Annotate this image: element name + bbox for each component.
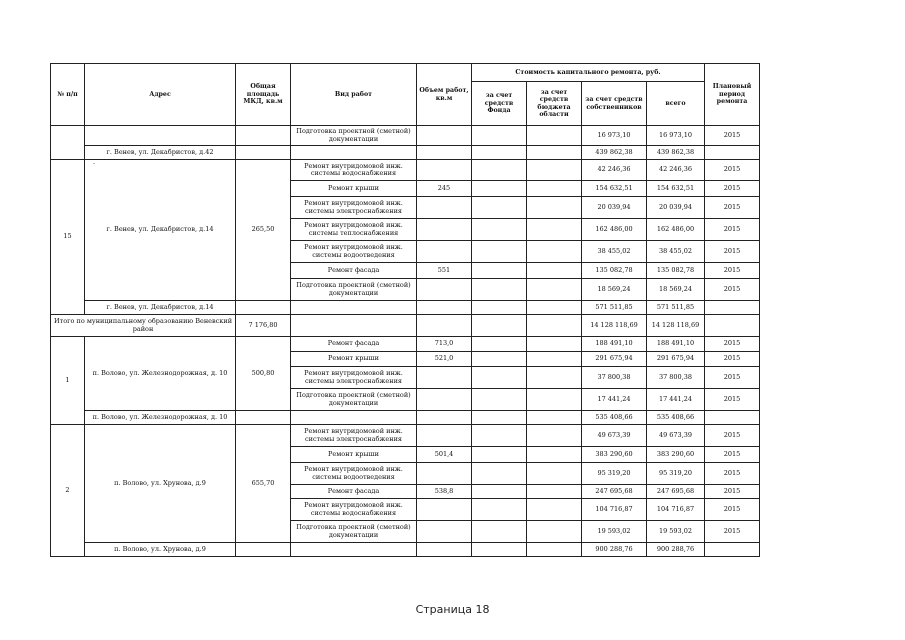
subtotal-owners: 439 862,38 xyxy=(582,146,647,160)
cell-year: 2015 xyxy=(705,241,760,263)
cell-owners: 49 673,39 xyxy=(582,425,647,447)
cell-fund xyxy=(472,337,527,352)
cell-total: 49 673,39 xyxy=(647,425,705,447)
cell-fund xyxy=(472,389,527,411)
cell-owners: 162 486,00 xyxy=(582,219,647,241)
cell-year: 2015 xyxy=(705,160,760,181)
cell-fund xyxy=(472,521,527,543)
subtotal-row xyxy=(51,543,760,557)
cell-volume xyxy=(417,425,472,447)
col-total-header: всего xyxy=(647,82,705,126)
cell-area: 265,50 xyxy=(236,160,291,301)
cell-total: 383 290,60 xyxy=(647,447,705,463)
cell-owners: 16 973,10 xyxy=(582,126,647,146)
cell-year: 2015 xyxy=(705,425,760,447)
cell-work xyxy=(291,146,417,160)
cell-year: 2015 xyxy=(705,263,760,279)
cell-budget xyxy=(527,279,582,301)
cell-work: Ремонт внутридомовой инж. системы электроснабжения xyxy=(291,425,417,447)
cell-volume xyxy=(417,197,472,219)
cell-volume xyxy=(417,463,472,485)
cell-total: 104 716,87 xyxy=(647,499,705,521)
cell-budget xyxy=(527,263,582,279)
cell-fund xyxy=(472,543,527,557)
scan-mark: · xyxy=(93,160,96,168)
cell-fund xyxy=(472,463,527,485)
cell-area xyxy=(236,301,291,315)
cell-volume xyxy=(417,543,472,557)
cell-volume: 713,0 xyxy=(417,337,472,352)
cell-owners: 383 290,60 xyxy=(582,447,647,463)
cell-work: Ремонт фасада xyxy=(291,263,417,279)
cell-budget xyxy=(527,301,582,315)
total-area: 7 176,80 xyxy=(236,315,291,337)
col-address-header: Адрес xyxy=(85,64,236,126)
cell-work: Ремонт внутридомовой инж. системы электроснабжения xyxy=(291,197,417,219)
cell-year xyxy=(705,543,760,557)
cell-work xyxy=(291,315,417,337)
cell-year: 2015 xyxy=(705,447,760,463)
cell-total: 37 800,38 xyxy=(647,367,705,389)
cell-area xyxy=(236,146,291,160)
cell-address xyxy=(85,126,236,146)
cell-area: 500,80 xyxy=(236,337,291,411)
subtotal-row xyxy=(51,146,760,160)
cell-budget xyxy=(527,160,582,181)
cell-address: п. Волово, ул. Железнодорожная, д. 10 xyxy=(85,337,236,411)
cell-volume xyxy=(417,315,472,337)
cell-volume: 551 xyxy=(417,263,472,279)
cell-fund xyxy=(472,126,527,146)
total-owners: 14 128 118,69 xyxy=(582,315,647,337)
cell-budget xyxy=(527,389,582,411)
subtotal-owners: 571 511,85 xyxy=(582,301,647,315)
cell-volume: 521,0 xyxy=(417,352,472,367)
cell-budget xyxy=(527,411,582,425)
cell-volume xyxy=(417,521,472,543)
cell-fund xyxy=(472,485,527,499)
cell-owners: 135 082,78 xyxy=(582,263,647,279)
cell-fund xyxy=(472,219,527,241)
cell-year xyxy=(705,301,760,315)
cell-year: 2015 xyxy=(705,367,760,389)
cell-total: 16 973,10 xyxy=(647,126,705,146)
cell-owners: 18 569,24 xyxy=(582,279,647,301)
cell-total: 38 455,02 xyxy=(647,241,705,263)
cell-volume xyxy=(417,279,472,301)
cell-year: 2015 xyxy=(705,352,760,367)
col-fund-header: за счет средств Фонда xyxy=(472,82,527,126)
cell-budget xyxy=(527,499,582,521)
cell-area xyxy=(236,543,291,557)
subtotal-label: г. Венев, ул. Декабристов, д.14 xyxy=(85,301,236,315)
subtotal-total: 571 511,85 xyxy=(647,301,705,315)
cell-no: 2 xyxy=(51,425,85,557)
cell-volume xyxy=(417,146,472,160)
col-volume-header: Объем работ, кв.м xyxy=(417,64,472,126)
cell-fund xyxy=(472,301,527,315)
address-text: г. Венев, ул. Декабристов, д.14 xyxy=(106,225,214,234)
cell-work xyxy=(291,543,417,557)
cell-volume xyxy=(417,411,472,425)
subtotal-label: п. Волово, ул. Хрунова, д.9 xyxy=(85,543,236,557)
cell-work: Ремонт внутридомовой инж. системы теплоснабжения xyxy=(291,219,417,241)
cell-year xyxy=(705,411,760,425)
cell-year: 2015 xyxy=(705,485,760,499)
subtotal-row xyxy=(51,411,760,425)
cell-fund xyxy=(472,160,527,181)
cell-budget xyxy=(527,352,582,367)
cell-budget xyxy=(527,197,582,219)
page-number: Страница 18 xyxy=(415,603,490,616)
cell-fund xyxy=(472,352,527,367)
cell-budget xyxy=(527,463,582,485)
cell-owners: 291 675,94 xyxy=(582,352,647,367)
cell-address: п. Волово, ул. Хрунова, д.9 xyxy=(85,425,236,543)
cell-year: 2015 xyxy=(705,499,760,521)
cell-work: Ремонт фасада xyxy=(291,337,417,352)
cost-group-header: Стоимость капитального ремонта, руб. xyxy=(472,64,705,82)
cell-fund xyxy=(472,263,527,279)
cell-year: 2015 xyxy=(705,219,760,241)
cell-total: 17 441,24 xyxy=(647,389,705,411)
cell-budget xyxy=(527,181,582,197)
cell-budget xyxy=(527,485,582,499)
cell-volume xyxy=(417,219,472,241)
cell-volume: 245 xyxy=(417,181,472,197)
subtotal-total: 900 288,76 xyxy=(647,543,705,557)
subtotal-owners: 900 288,76 xyxy=(582,543,647,557)
cell-budget xyxy=(527,219,582,241)
cell-budget xyxy=(527,543,582,557)
cell-work xyxy=(291,411,417,425)
cell-volume xyxy=(417,389,472,411)
cell-fund xyxy=(472,315,527,337)
cell-owners: 38 455,02 xyxy=(582,241,647,263)
cell-year: 2015 xyxy=(705,181,760,197)
cell-owners: 247 695,68 xyxy=(582,485,647,499)
cell-year: 2015 xyxy=(705,521,760,543)
cell-volume xyxy=(417,126,472,146)
cell-fund xyxy=(472,411,527,425)
col-owners-header: за счет средств собственников xyxy=(582,82,647,126)
cell-year xyxy=(705,315,760,337)
cell-volume xyxy=(417,499,472,521)
col-area-header: Общая площадь МКД, кв.м xyxy=(236,64,291,126)
cell-owners: 188 491,10 xyxy=(582,337,647,352)
cell-owners: 20 039,94 xyxy=(582,197,647,219)
cell-work: Ремонт крыши xyxy=(291,447,417,463)
header-row-1 xyxy=(51,64,760,82)
cell-year: 2015 xyxy=(705,197,760,219)
cell-fund xyxy=(472,197,527,219)
cell-volume: 501,4 xyxy=(417,447,472,463)
cell-fund xyxy=(472,279,527,301)
cell-work: Ремонт фасада xyxy=(291,485,417,499)
cell-work: Ремонт крыши xyxy=(291,181,417,197)
cell-total: 154 632,51 xyxy=(647,181,705,197)
cell-year: 2015 xyxy=(705,126,760,146)
cell-work: Ремонт внутридомовой инж. системы водоснабжения xyxy=(291,160,417,181)
subtotal-total: 439 862,38 xyxy=(647,146,705,160)
cell-total: 18 569,24 xyxy=(647,279,705,301)
cell-work: Ремонт крыши xyxy=(291,352,417,367)
cell-owners: 154 632,51 xyxy=(582,181,647,197)
cell-budget xyxy=(527,315,582,337)
cell-total: 188 491,10 xyxy=(647,337,705,352)
total-row xyxy=(51,315,760,337)
cell-fund xyxy=(472,241,527,263)
cell-budget xyxy=(527,126,582,146)
cell-budget xyxy=(527,241,582,263)
cell-owners: 95 319,20 xyxy=(582,463,647,485)
subtotal-total: 535 408,66 xyxy=(647,411,705,425)
cell-year: 2015 xyxy=(705,279,760,301)
cell-work: Подготовка проектной (сметной) документации xyxy=(291,389,417,411)
col-work-header: Вид работ xyxy=(291,64,417,126)
cell-fund xyxy=(472,367,527,389)
cell-owners: 104 716,87 xyxy=(582,499,647,521)
col-no-header: № п/п xyxy=(51,64,85,126)
cell-area xyxy=(236,126,291,146)
cell-owners: 42 246,36 xyxy=(582,160,647,181)
cell-budget xyxy=(527,425,582,447)
subtotal-row xyxy=(51,301,760,315)
subtotal-label: г. Венев, ул. Декабристов, д.42 xyxy=(85,146,236,160)
cell-owners: 17 441,24 xyxy=(582,389,647,411)
repair-table xyxy=(50,63,760,557)
cell-no: 15 xyxy=(51,160,85,315)
table-row xyxy=(51,126,760,146)
cell-total: 95 319,20 xyxy=(647,463,705,485)
cell-volume xyxy=(417,241,472,263)
cell-fund xyxy=(472,425,527,447)
cell-area: 655,70 xyxy=(236,425,291,543)
col-period-header: Плановый период ремонта xyxy=(705,64,760,126)
cell-year: 2015 xyxy=(705,337,760,352)
cell-total: 291 675,94 xyxy=(647,352,705,367)
cell-total: 135 082,78 xyxy=(647,263,705,279)
cell-work: Ремонт внутридомовой инж. системы водоотведения xyxy=(291,241,417,263)
cell-budget xyxy=(527,447,582,463)
cell-area xyxy=(236,411,291,425)
cell-work xyxy=(291,301,417,315)
cell-fund xyxy=(472,447,527,463)
cell-work: Подготовка проектной (сметной) документации xyxy=(291,126,417,146)
cell-no: 1 xyxy=(51,337,85,425)
cell-total: 20 039,94 xyxy=(647,197,705,219)
total-total: 14 128 118,69 xyxy=(647,315,705,337)
subtotal-owners: 535 408,66 xyxy=(582,411,647,425)
cell-fund xyxy=(472,181,527,197)
cell-address xyxy=(85,160,236,301)
cell-year: 2015 xyxy=(705,389,760,411)
cell-owners: 37 800,38 xyxy=(582,367,647,389)
cell-fund xyxy=(472,499,527,521)
cell-work: Ремонт внутридомовой инж. системы водоснабжения xyxy=(291,499,417,521)
cell-owners: 19 593,02 xyxy=(582,521,647,543)
cell-budget xyxy=(527,367,582,389)
cell-budget xyxy=(527,521,582,543)
cell-total: 42 246,36 xyxy=(647,160,705,181)
cell-total: 247 695,68 xyxy=(647,485,705,499)
cell-budget xyxy=(527,146,582,160)
cell-volume: 538,8 xyxy=(417,485,472,499)
total-label: Итого по муниципальному образованию Веневский район xyxy=(51,315,236,337)
cell-work: Подготовка проектной (сметной) документации xyxy=(291,279,417,301)
subtotal-label: п. Волово, ул. Железнодорожная, д. 10 xyxy=(85,411,236,425)
cell-work: Подготовка проектной (сметной) документации xyxy=(291,521,417,543)
cell-total: 19 593,02 xyxy=(647,521,705,543)
cell-year xyxy=(705,146,760,160)
cell-work: Ремонт внутридомовой инж. системы водоотведения xyxy=(291,463,417,485)
cell-volume xyxy=(417,301,472,315)
cell-total: 162 486,00 xyxy=(647,219,705,241)
col-budget-header: за счет средств бюджета области xyxy=(527,82,582,126)
cell-work: Ремонт внутридомовой инж. системы электроснабжения xyxy=(291,367,417,389)
table-row xyxy=(51,425,760,447)
table-row xyxy=(51,337,760,352)
cell-no xyxy=(51,126,85,160)
cell-year: 2015 xyxy=(705,463,760,485)
table-row xyxy=(51,160,760,181)
cell-fund xyxy=(472,146,527,160)
cell-volume xyxy=(417,160,472,181)
cell-budget xyxy=(527,337,582,352)
cell-volume xyxy=(417,367,472,389)
